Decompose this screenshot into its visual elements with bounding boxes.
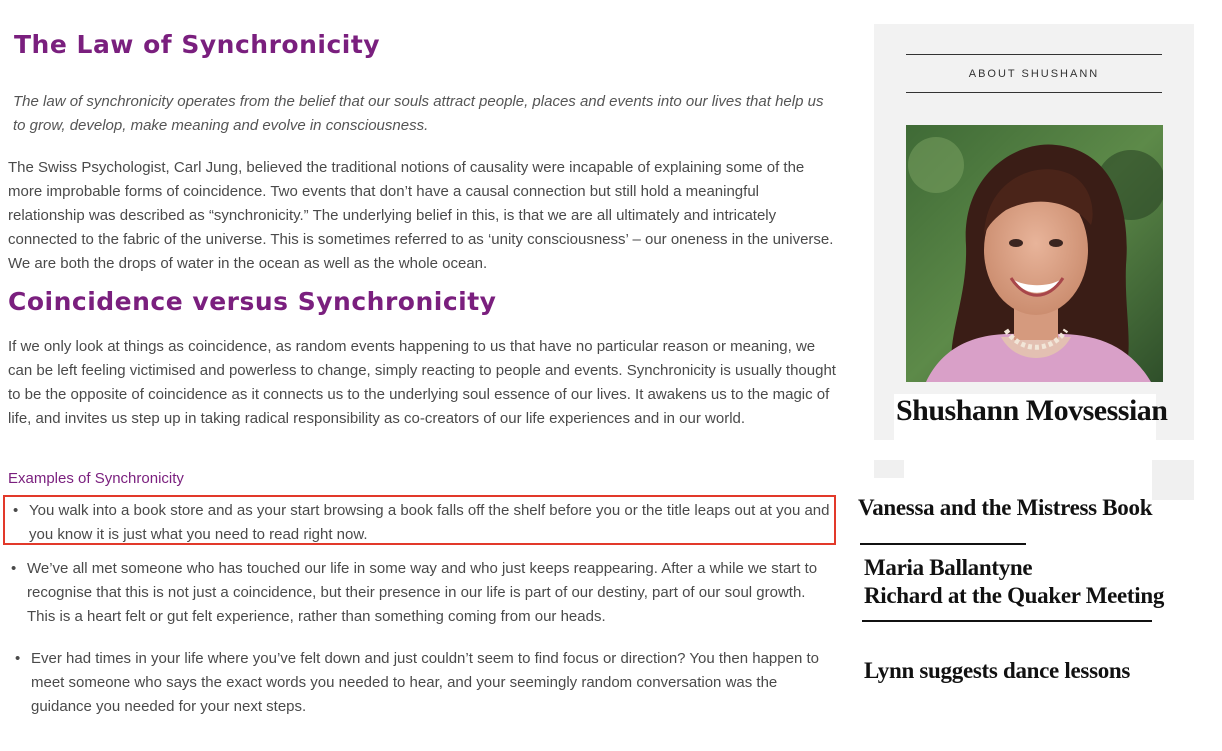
list-item xyxy=(15,647,841,719)
profile-name: Shushann Movsessian xyxy=(896,394,1168,427)
list-item xyxy=(13,499,835,547)
story-link-maria[interactable]: Maria Ballantyne xyxy=(864,555,1033,580)
paragraph-coincidence: If we only look at things as coincidence, as random events happening to us that have no particular reason or meaning, we can be left feeling victimised and powerless to change, simply reacting to people and events. Synchronicity is usually thought to be the opposite of coincidence as it connects us to the underlying soul essence of our lives. It awakens us to the magic of life, and invites us step up in taking radical responsibility as co-creators of our life experiences and in our world. xyxy=(8,338,836,427)
bullet-icon: • xyxy=(11,560,17,577)
decorative-fragment xyxy=(1152,460,1194,500)
story-link-vanessa[interactable]: Vanessa and the Mistress Book xyxy=(858,495,1153,520)
profile-photo xyxy=(906,125,1163,382)
list-item-text: You walk into a book store and as your start browsing a book falls off the shelf before you or the title leaps out at you and you know it is just what you need to read right now. xyxy=(29,502,830,543)
list-item-text: We’ve all met someone who has touched our life in some way and who just keeps reappearing. After a while we start to recognise that this is not just a coincidence, but their presence in our life is part of our destiny, part of our soul growth. This is a heart felt or gut felt experience, rather than something coming from our heads. xyxy=(27,560,818,625)
paragraph-jung: The Swiss Psychologist, Carl Jung, believed the traditional notions of causality were incapable of explaining some of the more improbable forms of coincidence. Two events that don’t have a causal connection but still hold a meaningful relationship was described as “synchronicity.” The underlying belief in this, is that we are all ultimately and intricately connected to the fabric of the universe. This is sometimes referred to as ‘unity consciousness’ – our oneness in the universe. We are both the drops of water in the ocean as well as the whole ocean. xyxy=(8,159,834,272)
bullet-icon: • xyxy=(15,650,21,667)
list-item xyxy=(11,557,833,629)
story-link-richard[interactable]: Richard at the Quaker Meeting xyxy=(864,583,1165,608)
divider xyxy=(862,620,1152,622)
divider xyxy=(906,92,1162,93)
intro-text: The law of synchronicity operates from the belief that our souls attract people, places and events into our lives that help us to grow, develop, make meaning and evolve in consciousness. xyxy=(13,93,824,134)
bullet-icon: • xyxy=(13,502,19,519)
sidebar-about xyxy=(874,24,1194,440)
list-item-text: Ever had times in your life where you’ve felt down and just couldn’t seem to find focus or direction? You then happen to meet someone who says the exact words you needed to hear, and your seemingly random conversation was the guidance you needed for your next steps. xyxy=(31,650,819,715)
page-title: The Law of Synchronicity xyxy=(14,30,381,59)
decorative-fragment xyxy=(874,460,904,478)
decorative-gap xyxy=(874,440,1194,460)
divider xyxy=(906,54,1162,55)
examples-heading: Examples of Synchronicity xyxy=(8,470,184,487)
divider xyxy=(860,543,1026,545)
sidebar-title: ABOUT SHUSHANN xyxy=(968,68,1100,80)
story-link-lynn[interactable]: Lynn suggests dance lessons xyxy=(864,658,1131,683)
section-heading: Coincidence versus Synchronicity xyxy=(8,287,497,316)
